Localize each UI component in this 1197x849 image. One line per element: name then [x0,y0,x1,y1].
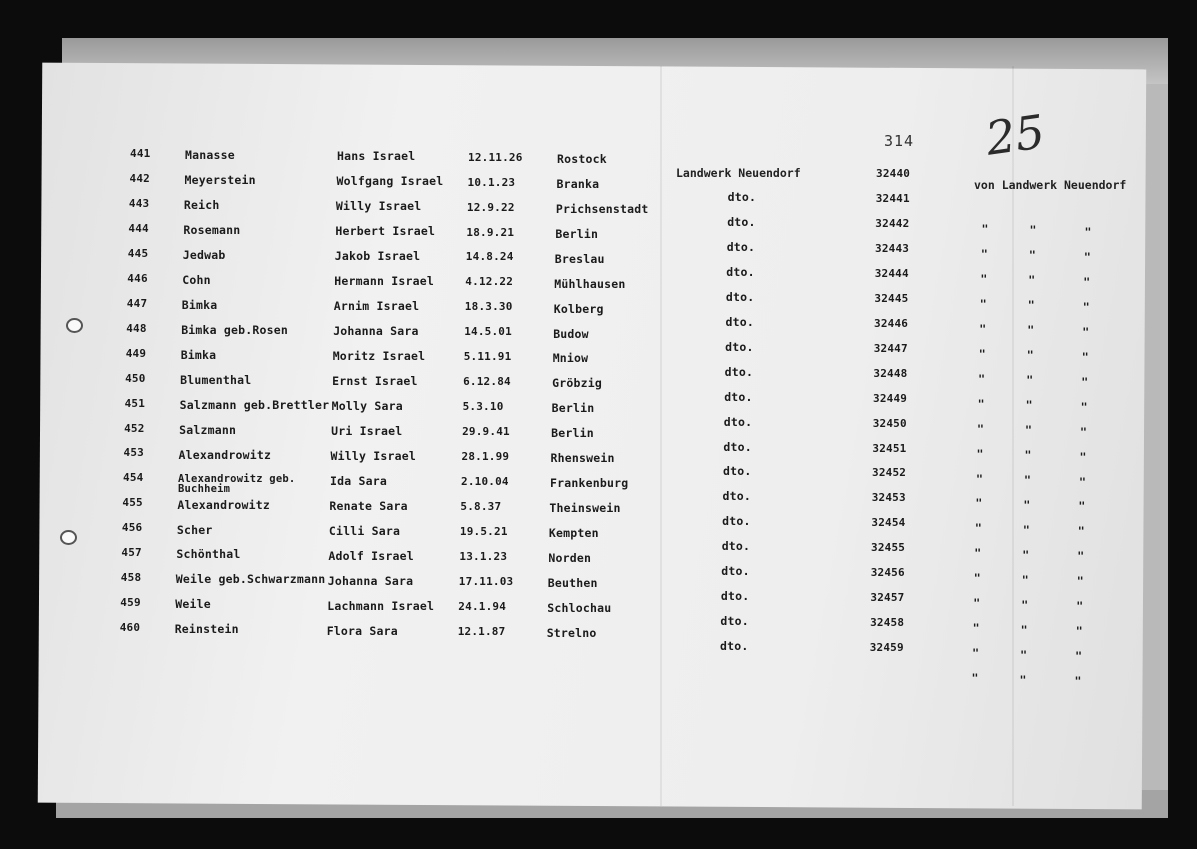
row-number: 453 [123,446,144,460]
first-names: Cilli Sara [328,523,401,538]
origin-ditto: dto. [726,264,755,279]
ditto-mark: " [980,246,989,261]
ditto-mark: " [1025,423,1033,437]
prisoner-number: 32450 [872,416,907,430]
ditto-mark: " [1077,549,1085,564]
ditto-mark: " [1078,499,1086,514]
ditto-mark: " [978,371,986,386]
ditto-mark: " [979,321,987,336]
ditto-mark: " [981,221,989,236]
ditto-mark: " [977,421,985,436]
first-names: Molly Sara [331,398,403,413]
ditto-mark: " [974,546,982,561]
origin-ditto: dto. [724,364,754,379]
ditto-mark: " [1075,624,1083,639]
ditto-mark: " [1028,273,1036,288]
prisoner-number: 32452 [872,466,907,480]
first-names: Ernst Israel [332,373,418,388]
ditto-mark: " [974,521,983,536]
ditto-mark: " [1029,223,1037,238]
surname: Salzmann [179,422,237,437]
ditto-mark: " [1026,348,1034,363]
first-names: Willy Israel [335,199,422,214]
surname: Bimka geb.Rosen [181,322,289,337]
row-number: 447 [126,296,148,310]
birth-date: 10.1.23 [467,175,516,189]
ditto-mark: " [1023,497,1031,512]
prisoner-number: 32441 [875,191,910,205]
ditto-mark: " [972,646,980,661]
birth-place: Branka [556,176,600,191]
prisoner-number: 32447 [873,341,908,355]
prisoner-number: 32457 [870,591,905,605]
ditto-mark: " [1081,374,1089,389]
prisoner-number: 32448 [873,366,908,380]
row-number: 450 [125,371,146,385]
surname: Bimka [180,347,217,362]
birth-date: 14.5.01 [464,325,512,339]
birth-place: Berlin [555,226,599,241]
prisoner-number: 32449 [873,391,908,405]
birth-date: 12.9.22 [466,200,515,214]
row-number: 444 [128,221,149,235]
row-number: 454 [123,471,144,485]
first-names: Willy Israel [330,448,416,463]
ditto-mark: " [1026,373,1034,388]
ditto-mark: " [1027,323,1035,338]
ditto-mark: " [972,621,980,636]
ditto-mark: " [976,446,984,461]
surname: Reinstein [174,622,239,637]
punch-hole [60,530,77,545]
row-number: 456 [121,521,143,535]
row-number: 458 [120,571,142,585]
birth-place: Rostock [557,151,607,166]
ditto-mark: " [1022,547,1030,562]
row-number: 452 [124,421,145,435]
ditto-mark: " [1076,599,1084,614]
row-number: 441 [130,147,151,160]
first-names: Uri Israel [331,423,403,438]
origin-ditto: dto. [727,214,756,229]
birth-date: 12.11.26 [468,150,523,164]
ditto-mark: " [1083,249,1092,264]
birth-place: Prichsenstadt [555,201,649,216]
ditto-mark: " [1075,649,1083,664]
birth-place: Budow [553,326,589,341]
paper-crease [660,66,662,806]
birth-place: Theinswein [549,501,621,516]
prisoner-number: 32453 [871,491,906,505]
prisoner-number: 32454 [871,516,906,530]
ditto-mark: " [1027,298,1035,313]
ditto-mark: " [1019,672,1027,687]
first-names: Johanna Sara [333,324,419,339]
origin-ditto: dto. [722,514,751,529]
surname: Weile geb.Schwarzmann [175,572,326,587]
origin-ditto: dto. [722,489,751,504]
origin-ditto: dto. [723,464,752,479]
row-number: 443 [128,196,150,210]
birth-date: 5.3.10 [462,400,504,414]
origin-ditto: dto. [721,539,751,554]
prisoner-number: 32445 [874,291,909,305]
birth-date: 29.9.41 [462,425,510,439]
surname: Scher [176,522,213,537]
ditto-mark: " [1079,449,1087,464]
ditto-mark: " [977,396,985,411]
birth-date: 19.5.21 [459,524,508,538]
birth-date: 5.8.37 [460,499,502,513]
ditto-mark: " [1022,522,1031,537]
ditto-mark: " [1082,324,1090,339]
punch-hole [66,318,83,333]
first-names: Johanna Sara [327,573,414,588]
birth-date: 5.11.91 [463,350,512,364]
surname: Salzmann geb.Brettler [179,397,330,412]
birth-place: Kolberg [553,301,604,316]
origin-ditto: dto. [723,439,752,454]
surname: Alexandrowitz geb. Buchheim [178,472,296,495]
surname: Jedwab [182,248,226,262]
row-number: 442 [129,171,150,185]
surname: Reich [183,198,220,213]
birth-date: 12.1.87 [457,624,506,638]
birth-date: 18.9.21 [466,225,515,239]
birth-place: Frankenburg [550,476,629,491]
ditto-mark: " [971,671,979,686]
origin-ditto: dto. [720,589,750,604]
row-number: 451 [124,396,146,410]
origin-ditto: dto. [724,389,753,404]
origin-ditto: dto. [720,639,749,654]
ditto-mark: " [1080,424,1088,439]
prisoner-number: 32440 [876,167,911,180]
ditto-mark: " [1028,248,1037,263]
prisoner-number: 32446 [874,316,909,330]
ditto-mark: " [976,471,984,486]
birth-date: 24.1.94 [458,599,507,613]
first-names: Hans Israel [337,149,416,164]
prisoner-number: 32455 [871,541,906,555]
first-names: Wolfgang Israel [336,174,444,189]
ditto-mark: " [1080,399,1088,414]
birth-date: 2.10.04 [461,475,509,488]
ditto-mark: " [1021,597,1029,612]
destination-header: von Landwerk Neuendorf [974,178,1127,192]
ditto-mark: " [978,346,986,361]
ditto-mark: " [1020,622,1028,637]
row-number: 446 [127,271,148,285]
prisoner-number: 32456 [870,566,905,580]
birth-place: Strelno [546,625,597,640]
ditto-mark: " [1076,574,1084,589]
surname: Schönthal [176,547,241,562]
surname: Blumenthal [180,372,252,387]
page-number: 314 [884,132,915,150]
birth-date: 14.8.24 [465,250,514,264]
birth-place: Beuthen [547,576,598,590]
first-names: Renate Sara [329,498,408,513]
prisoner-number: 32459 [869,641,904,655]
row-number: 460 [119,621,141,635]
birth-place: Mniow [552,351,589,366]
ditto-mark: " [975,496,983,511]
ditto-mark: " [1021,572,1029,587]
birth-place: Berlin [551,426,594,441]
prisoner-number: 32451 [872,441,907,455]
ditto-mark: " [1020,647,1028,662]
ditto-mark: " [1024,448,1032,462]
birth-place: Rhenswein [550,451,615,466]
surname: Alexandrowitz [178,447,272,462]
birth-date: 17.11.03 [458,574,514,588]
birth-date: 13.1.23 [459,549,508,563]
ditto-mark: " [1077,524,1085,539]
ditto-mark: " [1074,674,1082,689]
ditto-mark: " [1082,299,1090,314]
first-names: Moritz Israel [332,349,426,363]
row-number: 455 [122,496,143,510]
birth-date: 6.12.84 [463,375,511,389]
surname: Bimka [181,297,218,312]
origin-ditto: dto. [723,414,753,429]
paper-crease [1012,66,1014,806]
ditto-mark: " [1079,474,1087,489]
birth-place: Kempten [548,526,599,540]
first-names: Hermann Israel [334,274,435,289]
surname: Rosemann [183,223,241,238]
origin-header: Landwerk Neuendorf [676,166,801,180]
first-names: Lachmann Israel [327,598,435,613]
row-number: 445 [127,246,149,260]
ditto-mark: " [979,296,987,311]
ditto-mark: " [1081,349,1089,364]
origin-ditto: dto. [726,239,756,254]
origin-ditto: dto. [725,339,754,354]
handwritten-number: 25 [982,104,1049,166]
ditto-mark: " [1025,398,1033,413]
row-number: 459 [120,596,141,610]
origin-ditto: dto. [725,289,755,304]
surname: Meyerstein [184,173,256,188]
surname: Alexandrowitz [177,497,270,512]
birth-date: 18.3.30 [464,300,513,314]
origin-ditto: dto. [727,189,757,204]
prisoner-number: 32458 [870,616,905,630]
first-names: Ida Sara [330,473,387,488]
ditto-mark: " [973,596,981,611]
surname: Cohn [182,272,211,287]
birth-date: 28.1.99 [461,450,510,463]
ditto-mark: " [1024,473,1032,487]
birth-place: Schlochau [547,600,612,615]
origin-ditto: dto. [725,314,754,329]
first-names: Herbert Israel [335,224,436,239]
surname: Manasse [185,148,235,163]
birth-place: Berlin [551,401,595,416]
birth-date: 4.12.22 [465,275,514,289]
surname: Weile [175,597,211,612]
birth-place: Mühlhausen [554,276,626,291]
ditto-mark: " [973,571,981,586]
ditto-mark: " [1083,274,1091,289]
row-number: 457 [121,546,142,560]
first-names: Arnim Israel [333,299,420,314]
first-names: Flora Sara [326,623,398,638]
prisoner-number: 32444 [874,266,909,280]
row-number: 449 [125,346,147,360]
birth-place: Norden [548,551,592,565]
birth-place: Gröbzig [552,376,602,391]
birth-place: Breslau [554,251,605,266]
row-number: 448 [126,321,147,335]
origin-ditto: dto. [720,614,749,629]
prisoner-number: 32443 [875,241,910,255]
origin-ditto: dto. [721,564,750,579]
first-names: Jakob Israel [334,249,421,264]
prisoner-number: 32442 [875,216,910,230]
ditto-mark: " [980,271,988,286]
first-names: Adolf Israel [328,548,414,563]
ditto-mark: " [1084,224,1092,239]
